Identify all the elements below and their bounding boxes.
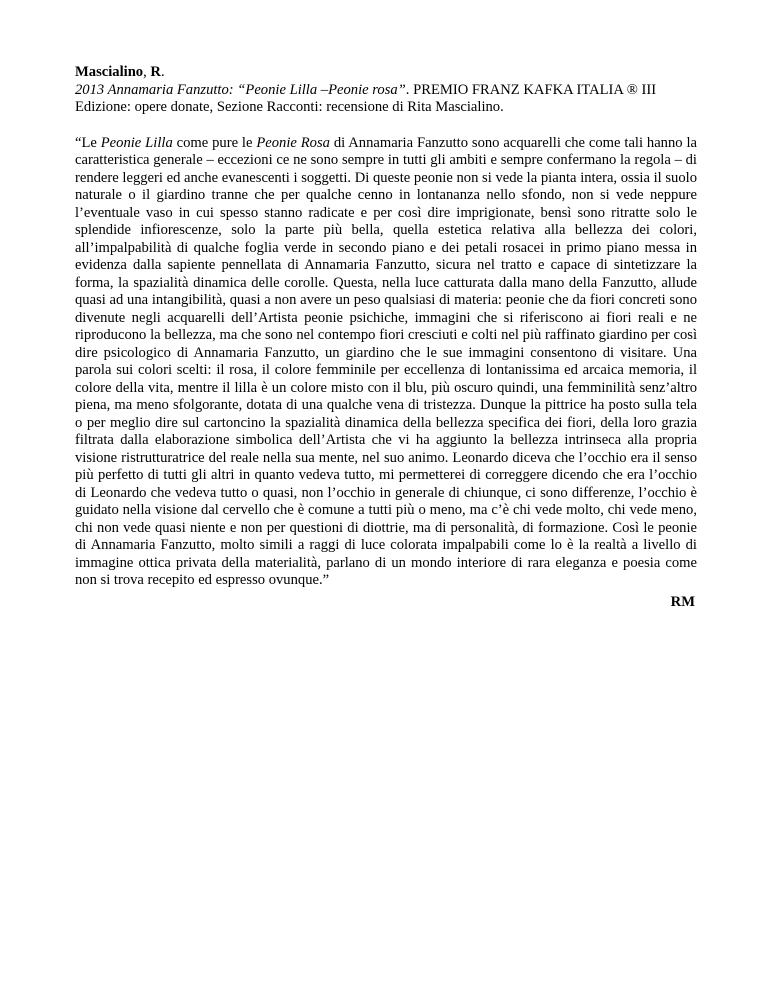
signature: RM: [670, 593, 695, 610]
citation: [75, 82, 697, 117]
author-initial: R: [150, 64, 161, 80]
review-text: [75, 135, 697, 590]
document-page: [75, 64, 697, 611]
review-segment-1: “Le: [75, 134, 101, 151]
author-line: [75, 64, 697, 82]
author-end: .: [160, 64, 165, 80]
author-surname: Mascialino: [75, 64, 144, 80]
citation-title: 2013 Annamaria Fanzutto: “Peonie Lilla –Peonie rosa”: [75, 81, 406, 98]
review-italic-peonie-rosa: Peonie Rosa: [256, 134, 330, 151]
review-segment-3: di Annamaria Fanzutto sono acquarelli che come tali hanno la caratteristica generale – eccezioni ce ne sono sempre in tutti gli ambiti e sempre confermano la regola – di rendere leggeri ed anche evanescenti i soggetti. Di queste peonie non si vede la pianta intera, ossia il suolo naturale o il giardino tranne che per qualche cenno in lontananza nello sfondo, non si vede neppure l’eventuale vaso in cui spesso stanno radicate e per così dire imprigionate, bensì sono ritratte solo le splendide infiorescenze, solo la parte più bella, quella estetica relativa alla bellezza dei colori, all’impalpabilità di qualche foglia verde in secondo piano e dei petali rosacei in primo piano messa in evidenza dalla sapiente pennellata di Annamaria Fanzutto, sicura nel tratto e capace di sintetizzare la forma, la spazialità dinamica delle corolle. Questa, nella luce catturata dalla mano della Fanzutto, allude quasi ad una intangibilità, quasi a non avere un peso qualsiasi di materia: peonie che da fiori concreti sono divenute negli acquarelli dell’Artista peonie psichiche, immagini che si riferiscono ai fiori reali e ne riproducono la bellezza, ma che sono nel contempo fiori cresciuti e colti nel più raffinato giardino per così dire psicologico di Annamaria Fanzutto, un giardino che le sue immagini consentono di visitare. Una parola sui colori scelti: il rosa, il colore femminile per eccellenza di lontanissima ed arcaica memoria, il colore della vita, mentre il lilla è un colore misto con il blu, più oscuro quindi, una femminilità senz’altro piena, ma meno sfolgorante, dotata di una qualche vena di tristezza. Dunque la pittrice ha posto sulla tela o per meglio dire sul cartoncino la spazialità dinamica della bellezza specifica dei fiori, della loro grazia filtrata dalla elaborazione simbolica dell’Artista che vi ha aggiunto la bellezza intrinseca alla propria visione ristrutturatrice del reale nella sua mente, nel suo animo. Leonardo diceva che l’occhio era il senso più perfetto di tutti gli altri in quanto vedeva tutto, mi permetterei di correggere dicendo che era l’occhio di Leonardo che vedeva tutto o quasi, non l’occhio in generale di chiunque, ci sono differenze, l’occhio è guidato nella visione dal cervello che è comune a tutti più o meno, ma c’è chi vede molto, chi vede meno, chi non vede quasi niente e non per questioni di diottrie, ma di personalità, di formazione. Così le peonie di Annamaria Fanzutto, molto simili a raggi di luce colorata impalpabili come lo è la realtà a livello di immagine ottica privata della materialità, parlano di un mondo interiore di rara eleganza e poesia come non si trova recepito ed espresso ovunque.”: [75, 134, 697, 588]
author-separator: ,: [143, 64, 151, 80]
review-segment-2: come pure le: [172, 134, 257, 151]
citation-details: . PREMIO FRANZ KAFKA ITALIA ® III Edizione: opere donate, Sezione Racconti: recensione di Rita Mascialino.: [75, 81, 657, 115]
review-italic-peonie-lilla: Peonie Lilla: [100, 134, 173, 151]
